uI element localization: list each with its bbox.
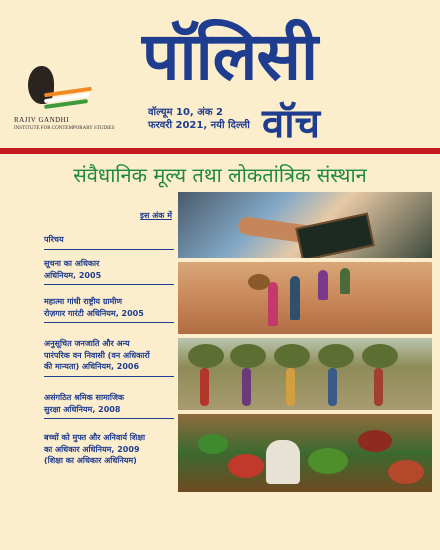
table-of-contents: [44, 210, 172, 221]
logo-subtitle: INSTITUTE FOR CONTEMPORARY STUDIES: [14, 126, 115, 131]
magazine-title: पॉलिसी: [142, 18, 318, 95]
photo-forest-dwellers: [178, 338, 432, 410]
toc-item-rti[interactable]: सूचना का अधिकार अधिनियम, 2005: [44, 258, 174, 285]
institute-logo: [14, 66, 115, 132]
photo-workers-field: [178, 262, 432, 334]
issue-theme: संवैधानिक मूल्य तथा लोकतांत्रिक संस्थान: [73, 163, 367, 187]
magazine-title-line2: वॉच: [262, 101, 320, 147]
volume-number: वॉल्यूम 10, अंक 2: [148, 107, 223, 118]
logo-emblem: [22, 66, 92, 112]
issue-date: फरवरी 2021, नयी दिल्ली: [148, 120, 250, 131]
header-divider: [0, 148, 440, 154]
logo-name: RAJIV GANDHI: [14, 116, 70, 124]
issue-info: [148, 106, 250, 132]
toc-item-forest-rights[interactable]: अनुसूचित जनजाति और अन्य पारंपरिक वन निवासी (वन अधिकारों की मान्यता) अधिनियम, 2006: [44, 338, 174, 377]
photo-child-slate: [178, 192, 432, 258]
toc-item-social-security[interactable]: असंगठित श्रमिक सामाजिक सुरक्षा अधिनियम, 2008: [44, 392, 174, 419]
photo-vegetable-vendor: [178, 414, 432, 492]
toc-item-mgnrega[interactable]: महात्मा गांधी राष्ट्रीय ग्रामीण रोज़गार गारंटी अधिनियम, 2005: [44, 296, 174, 323]
toc-item-introduction[interactable]: परिचय: [44, 234, 174, 250]
toc-item-rte[interactable]: बच्चों को मुफ्त और अनिवार्य शिक्षा का अधिकार अधिनियम, 2009 (शिक्षा का अधिकार अधिनियम): [44, 433, 146, 465]
contents-heading: इस अंक में: [140, 211, 172, 220]
cover-bottom-margin: [0, 494, 440, 550]
